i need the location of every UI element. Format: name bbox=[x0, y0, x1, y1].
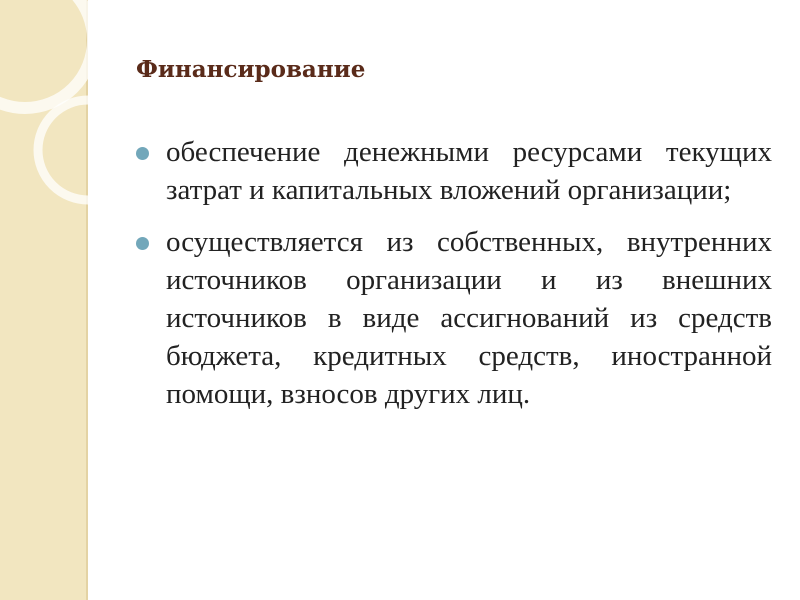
decorative-rings-icon bbox=[0, 0, 140, 240]
bullet-dot-icon bbox=[136, 147, 149, 160]
bullet-item bbox=[136, 223, 772, 413]
bullet-list bbox=[136, 133, 772, 427]
bullet-text: обеспечение денежными ресурсами текущих затрат и капитальных вложений организации; bbox=[166, 136, 772, 206]
slide-title: Финансирование bbox=[136, 56, 366, 83]
bullet-text: осуществляется из собственных, внутренних источников организации и из внешних источников в виде ассигнований из средств бюджета, кредитных средств, иностранной помощи, взносов других лиц. bbox=[166, 226, 772, 410]
bullet-dot-icon bbox=[136, 237, 149, 250]
bullet-item bbox=[136, 133, 772, 209]
